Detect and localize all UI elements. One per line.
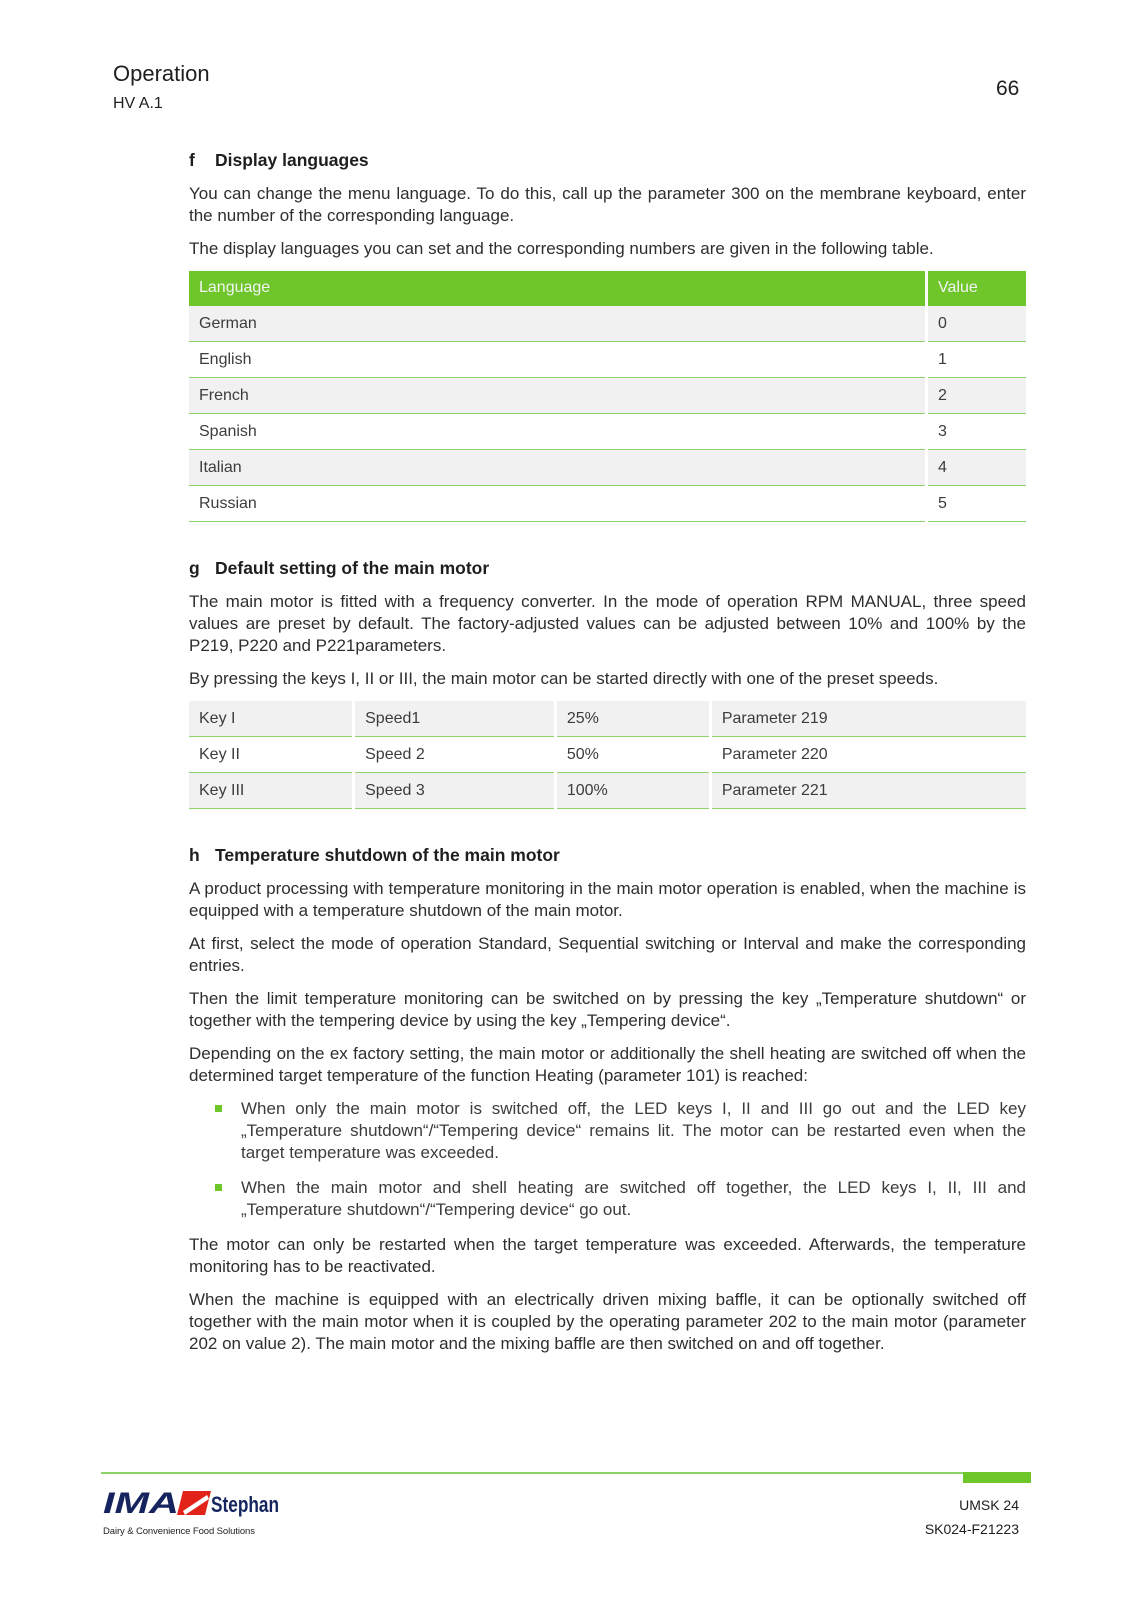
table-cell: English: [189, 342, 925, 378]
document-code: UMSK 24: [959, 1497, 1019, 1513]
table-header-value: Value: [928, 271, 1026, 306]
table-cell: 5: [928, 486, 1026, 522]
table-cell: Speed 3: [355, 773, 554, 809]
footer-accent-tab: [963, 1472, 1031, 1483]
table-cell: Key II: [189, 737, 352, 773]
table-cell: Key III: [189, 773, 352, 809]
table-cell: Spanish: [189, 414, 925, 450]
logo-stephan-text: Stephan: [211, 1492, 279, 1517]
speed-table: [186, 701, 1029, 809]
square-bullet-icon: [215, 1184, 222, 1191]
table-cell: 1: [928, 342, 1026, 378]
paragraph: You can change the menu language. To do this, call up the parameter 300 on the membrane keyboard, enter the number of the corresponding language.: [189, 184, 1026, 225]
paragraph: When the machine is equipped with an electrically driven mixing baffle, it can be optionally switched off together with the main motor when it is coupled by the operating parameter 202 to the main motor (parameter 202 on value 2). The main motor and the mixing baffle are then switched on and off together.: [189, 1290, 1026, 1353]
list-item-text: When the main motor and shell heating are switched off together, the LED keys I, II, III and „Temperature shutdown“/“Tempering device“ go out.: [241, 1178, 1026, 1219]
table-cell: Speed1: [355, 701, 554, 737]
table-row: [189, 378, 1026, 414]
table-row: [189, 701, 1026, 737]
paragraph: At first, select the mode of operation Standard, Sequential switching or Interval and make the corresponding entries.: [189, 934, 1026, 975]
paragraph: By pressing the keys I, II or III, the main motor can be started directly with one of the preset speeds.: [189, 669, 939, 688]
list-item: [241, 1177, 1026, 1221]
section-g-heading: [189, 558, 1026, 579]
page-content: [189, 150, 1026, 1366]
section-g-letter: g: [189, 558, 200, 578]
table-header-language: Language: [189, 271, 925, 306]
section-f-title: Display languages: [215, 150, 369, 170]
table-row: [189, 342, 1026, 378]
table-cell: 50%: [557, 737, 709, 773]
table-cell: 25%: [557, 701, 709, 737]
page-number: 66: [996, 77, 1020, 100]
section-f-heading: [189, 150, 1026, 171]
table-cell: Parameter 221: [712, 773, 1026, 809]
paragraph: Depending on the ex factory setting, the main motor or additionally the shell heating are switched off when the determined target temperature of the function Heating (parameter 101) is reached:: [189, 1044, 1026, 1085]
section-h-heading: [189, 845, 1026, 866]
table-cell: 2: [928, 378, 1026, 414]
logo-tagline: Dairy & Convenience Food Solutions: [103, 1526, 255, 1537]
bullet-list: [189, 1098, 1026, 1221]
table-cell: 3: [928, 414, 1026, 450]
table-cell: 0: [928, 306, 1026, 342]
paragraph: Then the limit temperature monitoring can be switched on by pressing the key „Temperature shutdown“ or together with the tempering device by using the key „Tempering device“.: [189, 989, 1026, 1030]
header-title: Operation: [113, 61, 210, 86]
table-cell: Speed 2: [355, 737, 554, 773]
paragraph: The display languages you can set and the corresponding numbers are given in the following table.: [189, 239, 934, 258]
paragraph: The motor can only be restarted when the target temperature was exceeded. Afterwards, the temperature monitoring has to be reactivated.: [189, 1235, 1026, 1276]
table-cell: 4: [928, 450, 1026, 486]
table-cell: 100%: [557, 773, 709, 809]
logo-ima-text: IMA: [103, 1487, 179, 1520]
table-cell: Russian: [189, 486, 925, 522]
table-row: [189, 450, 1026, 486]
list-item-text: When only the main motor is switched off, the LED keys I, II and III go out and the LED key „Temperature shutdown“/“Tempering device“ remains lit. The motor can be restarted even when the target temperature was exceeded.: [241, 1099, 1026, 1162]
section-h-title: Temperature shutdown of the main motor: [215, 845, 560, 865]
table-row: [189, 306, 1026, 342]
header-subtitle: HV A.1: [113, 95, 163, 112]
table-row: [189, 773, 1026, 809]
section-g-title: Default setting of the main motor: [215, 558, 490, 578]
square-bullet-icon: [215, 1105, 222, 1112]
table-row: [189, 486, 1026, 522]
table-cell: French: [189, 378, 925, 414]
section-f-letter: f: [189, 150, 195, 170]
paragraph: A product processing with temperature monitoring in the main motor operation is enabled, when the machine is equipped with a temperature shutdown of the main motor.: [189, 879, 1026, 920]
list-item: [241, 1098, 1026, 1164]
document-revision-code: SK024-F21223: [924, 1521, 1019, 1537]
table-row: [189, 737, 1026, 773]
table-header-row: [189, 271, 1026, 306]
table-row: [189, 414, 1026, 450]
table-cell: German: [189, 306, 925, 342]
table-cell: Parameter 219: [712, 701, 1026, 737]
footer-divider: [101, 1472, 1031, 1474]
languages-table: [186, 271, 1029, 522]
logo-flag-icon: [177, 1491, 211, 1515]
table-cell: Parameter 220: [712, 737, 1026, 773]
paragraph: The main motor is fitted with a frequency converter. In the mode of operation RPM MANUAL, three speed values are preset by default. The factory-adjusted values can be adjusted between 10% and 100% by the P219, P220 and P221parameters.: [189, 592, 1026, 655]
table-cell: Key I: [189, 701, 352, 737]
section-h-letter: h: [189, 845, 200, 865]
table-cell: Italian: [189, 450, 925, 486]
